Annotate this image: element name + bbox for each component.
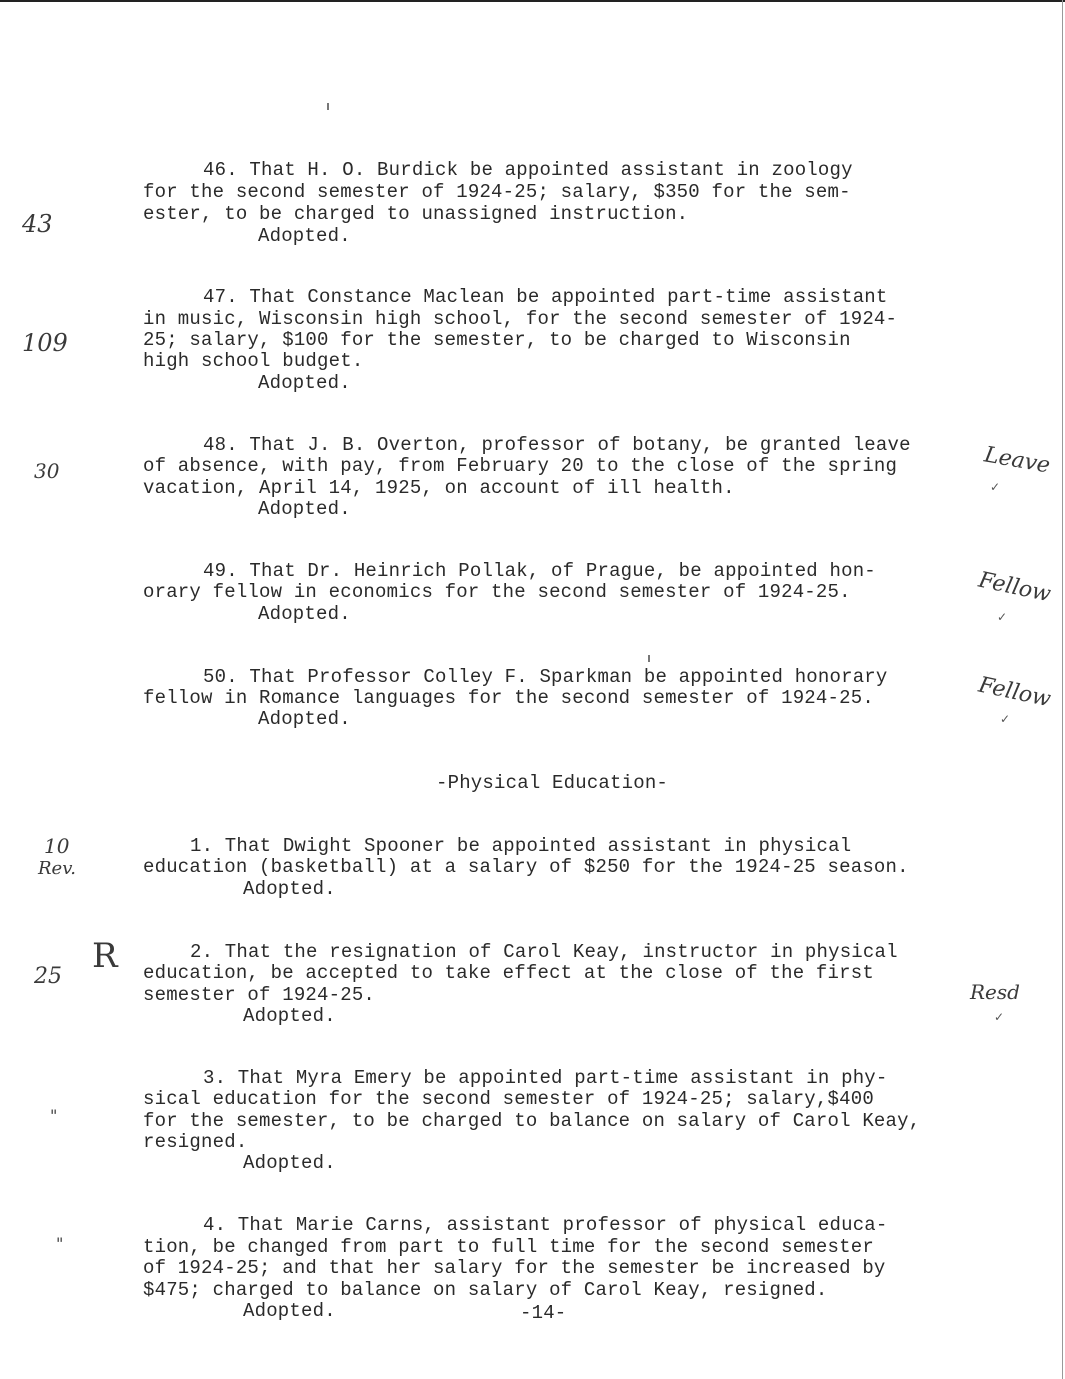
pe-item-4-line-3: of 1924-25; and that her salary for the semester be increased by — [143, 1257, 886, 1279]
pe-item-4-line-1: 4. That Marie Carns, assistant professor of physical educa- — [203, 1214, 888, 1236]
pe-item-2-line-1: 2. That the resignation of Carol Keay, instructor in physical — [190, 941, 898, 963]
item-50-adopted: Adopted. — [258, 708, 351, 730]
margin-note-30: 30 — [34, 459, 60, 483]
page-right-border — [1062, 0, 1063, 1379]
margin-note-resd: Resd — [970, 980, 1020, 1004]
margin-note-ditto: " — [56, 1234, 64, 1253]
item-49-line-2: orary fellow in economics for the second semester of 1924-25. — [143, 581, 851, 603]
pe-item-3-adopted: Adopted. — [243, 1152, 336, 1174]
margin-note-ditto: " — [50, 1106, 58, 1125]
margin-note-leave: Leave — [982, 442, 1052, 479]
item-47-line-2: in music, Wisconsin high school, for the second semester of 1924- — [143, 308, 898, 330]
item-46-line-2: for the second semester of 1924-25; salary, $350 for the sem- — [143, 181, 851, 203]
pe-item-2-adopted: Adopted. — [243, 1005, 336, 1027]
margin-note-43: 43 — [22, 210, 53, 238]
item-48-line-2: of absence, with pay, from February 20 to the close of the spring — [143, 455, 898, 477]
check-mark: ✓ — [1000, 712, 1011, 726]
item-46-adopted: Adopted. — [258, 225, 351, 247]
item-47-line-1: 47. That Constance Maclean be appointed part-time assistant — [203, 286, 888, 308]
pe-item-4-line-4: $475; charged to balance on salary of Carol Keay, resigned. — [143, 1279, 828, 1301]
pe-item-1-line-1: 1. That Dwight Spooner be appointed assistant in physical — [190, 835, 852, 857]
item-48-adopted: Adopted. — [258, 498, 351, 520]
item-48-line-3: vacation, April 14, 1925, on account of ill health. — [143, 477, 735, 499]
pe-item-1-line-2: education (basketball) at a salary of $250 for the 1924-25 season. — [143, 856, 909, 878]
pe-item-3-line-2: sical education for the second semester of 1924-25; salary,$400 — [143, 1088, 874, 1110]
item-50-line-1: 50. That Professor Colley F. Sparkman be appointed honorary — [203, 666, 888, 688]
margin-note-25: 25 — [34, 964, 62, 989]
check-mark: ✓ — [997, 610, 1008, 624]
margin-note-rev: Rev. — [38, 858, 76, 879]
item-50-line-2: fellow in Romance languages for the second semester of 1924-25. — [143, 687, 874, 709]
margin-note-109: 109 — [22, 329, 68, 357]
item-47-line-3: 25; salary, $100 for the semester, to be charged to Wisconsin — [143, 329, 851, 351]
item-48-line-1: 48. That J. B. Overton, professor of botany, be granted leave — [203, 434, 911, 456]
check-mark: ✓ — [990, 480, 1001, 494]
pe-item-3-line-4: resigned. — [143, 1131, 248, 1153]
paper-speck — [327, 103, 329, 110]
margin-note-10: 10 — [44, 834, 70, 858]
pe-item-2-line-2: education, be accepted to take effect at the close of the first — [143, 962, 874, 984]
pe-item-4-line-2: tion, be changed from part to full time for the second semester — [143, 1236, 874, 1258]
pe-item-3-line-1: 3. That Myra Emery be appointed part-time assistant in phy- — [203, 1067, 888, 1089]
item-46-line-1: 46. That H. O. Burdick be appointed assistant in zoology — [203, 159, 853, 181]
item-49-line-1: 49. That Dr. Heinrich Pollak, of Prague, be appointed hon- — [203, 560, 876, 582]
pe-item-4-adopted: Adopted. — [243, 1300, 336, 1322]
paper-speck — [648, 655, 650, 662]
page-top-border — [0, 0, 1065, 2]
check-mark: ✓ — [994, 1010, 1005, 1024]
item-49-adopted: Adopted. — [258, 603, 351, 625]
pe-item-1-adopted: Adopted. — [243, 878, 336, 900]
margin-note-fellow-1: Fellow — [976, 567, 1054, 608]
pe-item-2-line-3: semester of 1924-25. — [143, 984, 376, 1006]
section-heading: -Physical Education- — [436, 772, 669, 794]
item-47-line-4: high school budget. — [143, 350, 364, 372]
item-46-line-3: ester, to be charged to unassigned instruction. — [143, 203, 689, 225]
margin-note-fellow-2: Fellow — [976, 672, 1054, 713]
margin-note-r: R — [92, 936, 118, 976]
item-47-adopted: Adopted. — [258, 372, 351, 394]
pe-item-3-line-3: for the semester, to be charged to balance on salary of Carol Keay, — [143, 1110, 921, 1132]
page-number: -14- — [520, 1302, 567, 1324]
